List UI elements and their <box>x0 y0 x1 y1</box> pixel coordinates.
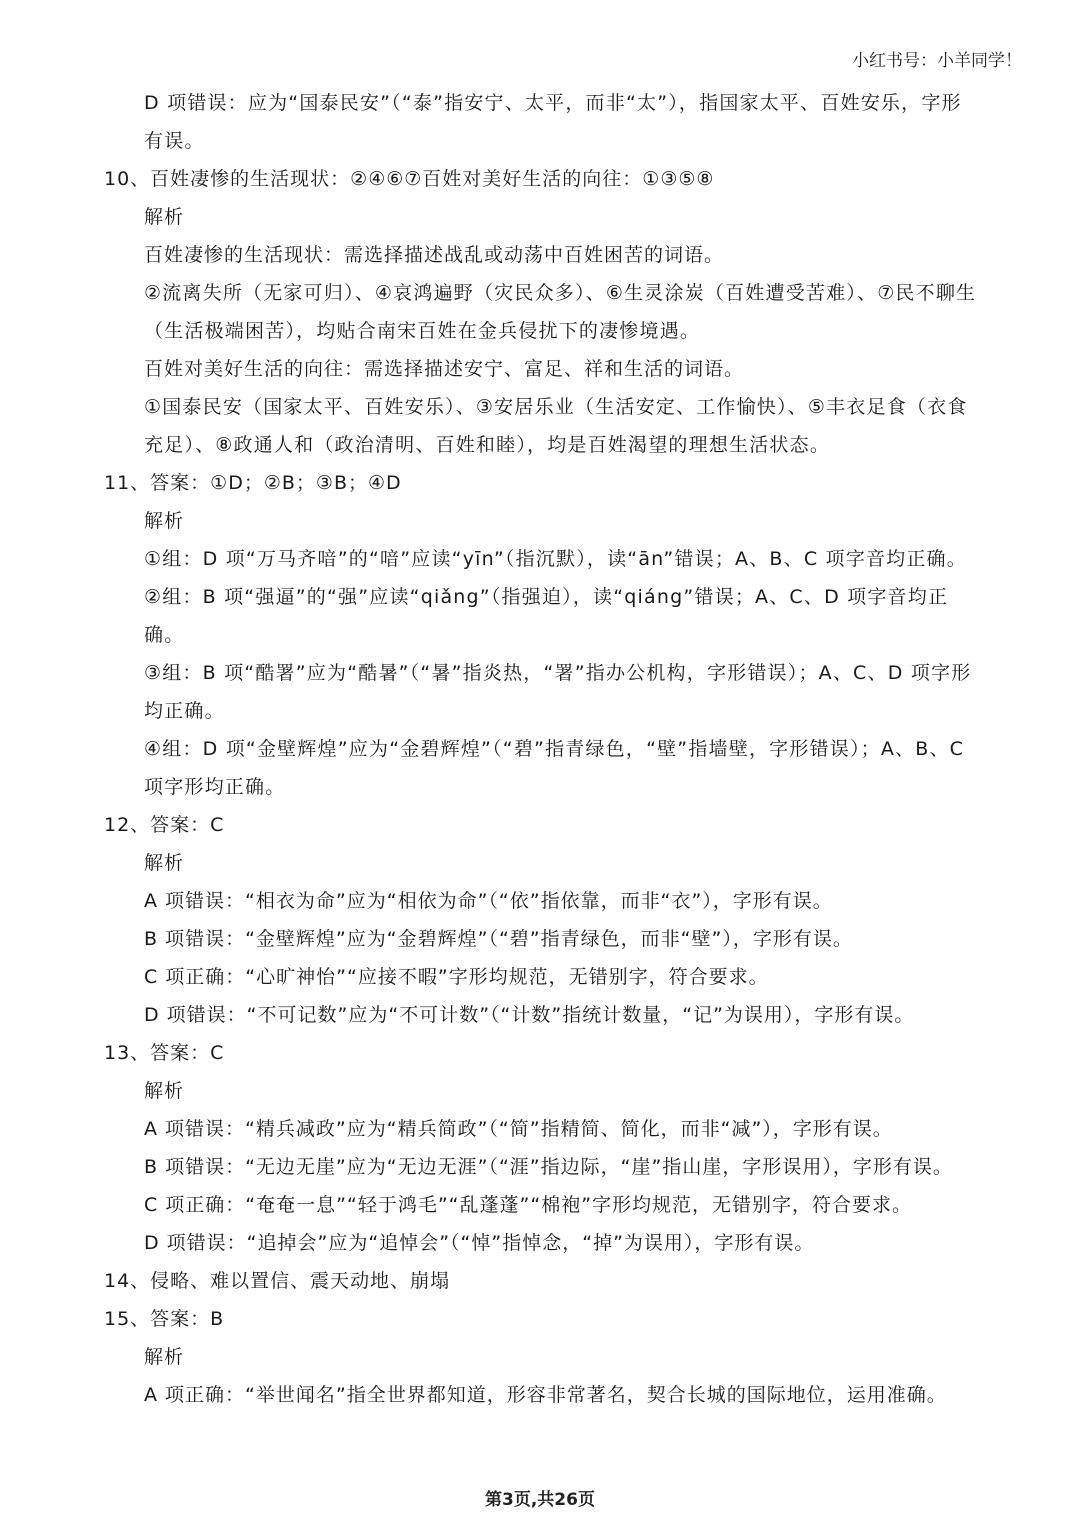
paragraph-line: B 项错误：“无边无崖”应为“无边无涯”（“涯”指边际，“崖”指山崖，字形误用），字形有误。 <box>144 1156 953 1178</box>
page-number: 第3页,共26页 <box>485 1490 595 1510</box>
paragraph-line: C 项正确：“心旷神怡”“应接不暇”字形均规范，无错别字，符合要求。 <box>144 966 769 988</box>
paragraph-line: B 项错误：“金壁辉煌”应为“金碧辉煌”（“碧”指青绿色，而非“壁”），字形有误。 <box>144 928 853 950</box>
paragraph-line: C 项正确：“奄奄一息”“轻于鸿毛”“乱蓬蓬”“棉袍”字形均规范，无错别字，符合要求。 <box>144 1194 913 1216</box>
paragraph-line: 解析 <box>144 1080 185 1102</box>
paragraph-line: ④组：D 项“金壁辉煌”应为“金碧辉煌”（“碧”指青绿色，“壁”指墙壁，字形错误）；A、B、C 项字形均正确。 <box>144 738 965 798</box>
paragraph-line: 12、答案：C <box>104 814 225 836</box>
paragraph-line: A 项错误：“精兵减政”应为“精兵简政”（“简”指精简、简化，而非“减”），字形有误。 <box>144 1118 893 1140</box>
paragraph-line: 百姓凄惨的生活现状：需选择描述战乱或动荡中百姓困苦的词语。 <box>144 244 725 266</box>
paragraph-line: 解析 <box>144 1346 185 1368</box>
paragraph-line: 解析 <box>144 510 185 532</box>
document-body <box>104 84 980 1414</box>
paragraph-line: D 项错误：应为“国泰民安”（“泰”指安宁、太平，而非“太”），指国家太平、百姓安乐，字形有误。 <box>144 92 962 152</box>
paragraph-line: A 项错误：“相衣为命”应为“相依为命”（“依”指依靠，而非“衣”），字形有误。 <box>144 890 833 912</box>
paragraph-line: 10、百姓凄惨的生活现状：②④⑥⑦百姓对美好生活的向往：①③⑤⑧ <box>104 168 715 190</box>
paragraph-line: ③组：B 项“酷署”应为“酷暑”（“暑”指炎热，“署”指办公机构，字形错误）；A、C、D 项字形均正确。 <box>144 662 972 722</box>
paragraph-line: A 项正确：“举世闻名”指全世界都知道，形容非常著名，契合长城的国际地位，运用准确。 <box>144 1384 947 1406</box>
watermark-text: 小红书号：小羊同学！ <box>852 51 1022 71</box>
paragraph-line: ①组：D 项“万马齐喑”的“喑”应读“yīn”（指沉默），读“ān”错误；A、B、C 项字音均正确。 <box>144 548 967 570</box>
paragraph-line: ②流离失所（无家可归）、④哀鸿遍野（灾民众多）、⑥生灵涂炭（百姓遭受苦难）、⑦民不聊生（生活极端困苦），均贴合南宋百姓在金兵侵扰下的凄惨境遇。 <box>144 282 977 342</box>
paragraph-line: 解析 <box>144 206 185 228</box>
paragraph-line: 14、侵略、难以置信、震天动地、崩塌 <box>104 1270 451 1292</box>
paragraph-line: 11、答案：①D；②B；③B；④D <box>104 472 402 494</box>
paragraph-line: 13、答案：C <box>104 1042 225 1064</box>
paragraph-line: 解析 <box>144 852 185 874</box>
paragraph-line: ②组：B 项“强逼”的“强”应读“qiǎng”（指强迫），读“qiáng”错误；A、C、D 项字音均正确。 <box>144 586 949 646</box>
paragraph-line: 15、答案：B <box>104 1308 225 1330</box>
paragraph-line: D 项错误：“追掉会”应为“追悼会”（“悼”指悼念，“掉”为误用），字形有误。 <box>144 1232 815 1254</box>
paragraph-line: 百姓对美好生活的向往：需选择描述安宁、富足、祥和生活的词语。 <box>144 358 745 380</box>
paragraph-line: D 项错误：“不可记数”应为“不可计数”（“计数”指统计数量，“记”为误用），字形有误。 <box>144 1004 915 1026</box>
paragraph-line: ①国泰民安（国家太平、百姓安乐）、③安居乐业（生活安定、工作愉快）、⑤丰衣足食（衣食充足）、⑧政通人和（政治清明、百姓和睦），均是百姓渴望的理想生活状态。 <box>144 396 968 456</box>
